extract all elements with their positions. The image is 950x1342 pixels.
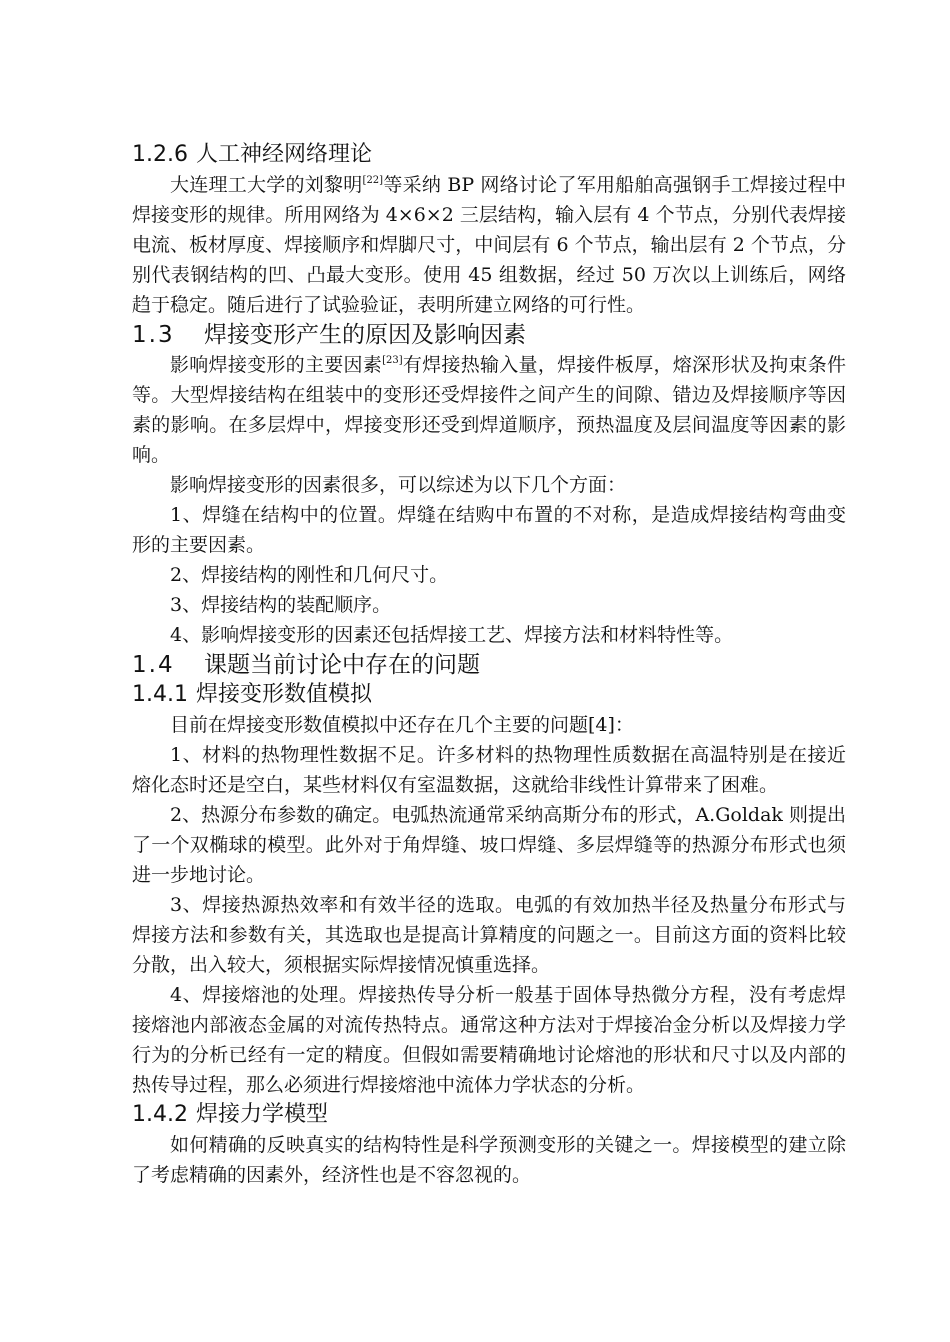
section-heading-1-2-6 [132, 140, 846, 170]
section-title: 焊接力学模型 [195, 1102, 328, 1127]
list-item: 3、焊接热源热效率和有效半径的选取。电弧的有效加热半径及热量分布形式与焊接方法和参数有关，其选取也是提高计算精度的问题之一。目前这方面的资料比较分散，出入较大，须根据实际焊接情况慎重选择。 [132, 894, 846, 976]
section-title: 焊接变形产生的原因及影响因素 [204, 322, 526, 348]
list-item: 1、材料的热物理性数据不足。许多材料的热物理性质数据在高温特别是在接近熔化态时还是空白，某些材料仅有室温数据，这就给非线性计算带来了困难。 [132, 744, 846, 796]
paragraph-text: 有焊接热输入量，焊接件板厚，熔深形状及拘束条件等。大型焊接结构在组装中的变形还受焊接件之间产生的间隙、错边及焊接顺序等因素的影响。在多层焊中，焊接变形还受到焊道顺序，预热温度及层间温度等因素的影响。 [132, 354, 846, 466]
section-heading-1-4 [132, 650, 846, 680]
list-item: 2、热源分布参数的确定。电弧热流通常采纳高斯分布的形式，A.Goldak 则提出了一个双椭球的模型。此外对于角焊缝、坡口焊缝、多层焊缝等的热源分布形式也须进一步地讨论。 [132, 804, 846, 886]
document-page [132, 140, 846, 1190]
paragraph-text: 影响焊接变形的主要因素 [170, 354, 383, 376]
section-number: 1.3 [132, 322, 175, 348]
paragraph-text: 大连理工大学的刘黎明 [170, 174, 363, 196]
section-heading-1-3 [132, 320, 846, 350]
paragraph: 影响焊接变形的因素很多，可以综述为以下几个方面： [170, 474, 627, 496]
paragraph: 目前在焊接变形数值模拟中还存在几个主要的问题[4]： [170, 714, 634, 736]
section-number: 1.4 [132, 652, 175, 678]
list-item: 4、焊接熔池的处理。焊接热传导分析一般基于固体导热微分方程，没有考虑焊接熔池内部液态金属的对流传热特点。通常这种方法对于焊接冶金分析以及焊接力学行为的分析已经有一定的精度。但假如需要精确地讨论熔池的形状和尺寸以及内部的热传导过程，那么必须进行焊接熔池中流体力学状态的分析。 [132, 984, 846, 1096]
list-item: 2、焊接结构的刚性和几何尺寸。 [170, 564, 449, 586]
paragraph [132, 170, 846, 320]
paragraph-text: 等采纳 BP 网络讨论了军用船舶高强钢手工焊接过程中焊接变形的规律。所用网络为 4×6×2 三层结构，输入层有 4 个节点，分别代表焊接电流、板材厚度、焊接顺序和焊脚尺寸，中间层有 6 个节点，输出层有 2 个节点，分别代表钢结构的凹、凸最大变形。使用 45 组数据，经过 50 万次以上训练后，网络趋于稳定。随后进行了试验验证，表明所建立网络的可行性。 [132, 174, 846, 316]
paragraph: 如何精确的反映真实的结构特性是科学预测变形的关键之一。焊接模型的建立除了考虑精确的因素外，经济性也是不容忽视的。 [132, 1134, 846, 1186]
section-heading-1-4-1 [132, 680, 846, 710]
list-item: 3、焊接结构的装配顺序。 [170, 594, 392, 616]
section-title: 课题当前讨论中存在的问题 [204, 652, 480, 678]
citation: [23] [382, 355, 403, 366]
list-item: 1、焊缝在结构中的位置。焊缝在结购中布置的不对称，是造成焊接结构弯曲变形的主要因素。 [132, 504, 846, 556]
section-title: 人工神经网络理论 [195, 142, 372, 167]
list-item: 4、影响焊接变形的因素还包括焊接工艺、焊接方法和材料特性等。 [170, 624, 734, 646]
citation: [22] [362, 175, 384, 186]
section-number: 1.4.2 [132, 1102, 188, 1127]
section-number: 1.4.1 [132, 682, 188, 707]
section-title: 焊接变形数值模拟 [195, 682, 372, 707]
section-number: 1.2.6 [132, 142, 188, 167]
section-heading-1-4-2 [132, 1100, 846, 1130]
paragraph [132, 350, 846, 470]
